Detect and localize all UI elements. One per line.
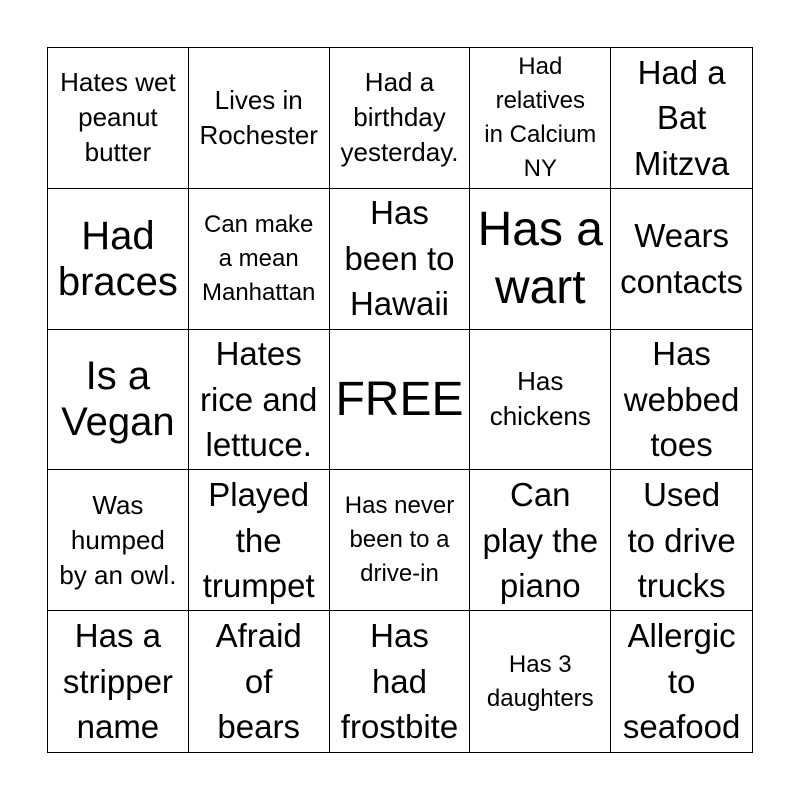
bingo-cell-label: Had relatives in Calcium NY: [484, 52, 597, 182]
bingo-cell-r4-c5[interactable]: [611, 470, 752, 611]
bingo-cell-label: Has been to Hawaii: [344, 194, 455, 323]
bingo-cell-label: Has 3 daughters: [486, 650, 594, 712]
bingo-cell-r2-c2[interactable]: [189, 189, 330, 330]
bingo-cell-r3-c4[interactable]: [470, 330, 611, 471]
bingo-cell-r4-c4[interactable]: [470, 470, 611, 611]
bingo-cell-r3-c5[interactable]: [611, 330, 752, 471]
bingo-cell-r5-c3[interactable]: [330, 611, 471, 752]
bingo-cell-label: Can play the piano: [482, 475, 599, 605]
bingo-cell-label: Is a Vegan: [61, 354, 175, 445]
bingo-cell-r4-c2[interactable]: [189, 470, 330, 611]
bingo-cell-label: Lives in Rochester: [199, 84, 318, 150]
bingo-cell-r5-c1[interactable]: [48, 611, 189, 752]
bingo-cell-r1-c5[interactable]: [611, 48, 752, 189]
bingo-cell-label: Can make a mean Manhattan: [201, 210, 316, 306]
bingo-board: [47, 47, 753, 753]
bingo-cell-label: Had a Bat Mitzva: [633, 53, 730, 182]
bingo-cell-label: Has a wart: [477, 203, 603, 314]
bingo-cell-label: Has chickens: [489, 366, 591, 432]
bingo-cell-r2-c5[interactable]: [611, 189, 752, 330]
bingo-cell-label: Was humped by an owl.: [59, 489, 177, 590]
bingo-cell-r3-c1[interactable]: [48, 330, 189, 471]
bingo-cell-label: Has webbed toes: [623, 335, 740, 464]
bingo-cell-r5-c5[interactable]: [611, 611, 752, 752]
bingo-cell-r1-c2[interactable]: [189, 48, 330, 189]
bingo-cell-r4-c3[interactable]: [330, 470, 471, 611]
bingo-cell-label: Has a stripper name: [62, 617, 173, 746]
bingo-cell-label: Used to drive trucks: [627, 475, 736, 605]
bingo-cell-label: Hates wet peanut butter: [60, 67, 176, 168]
bingo-cell-r1-c4[interactable]: [470, 48, 611, 189]
bingo-cell-label: Had a birthday yesterday.: [340, 67, 459, 168]
bingo-cell-r5-c2[interactable]: [189, 611, 330, 752]
bingo-cell-free[interactable]: [330, 330, 471, 471]
bingo-cell-r3-c2[interactable]: [189, 330, 330, 471]
bingo-cell-label: Wears contacts: [620, 217, 744, 300]
bingo-cell-r2-c3[interactable]: [330, 189, 471, 330]
bingo-cell-r2-c4[interactable]: [470, 189, 611, 330]
bingo-cell-r1-c1[interactable]: [48, 48, 189, 189]
bingo-cell-r1-c3[interactable]: [330, 48, 471, 189]
bingo-cell-r2-c1[interactable]: [48, 189, 189, 330]
bingo-cell-label: Allergic to seafood: [622, 617, 741, 746]
bingo-cell-r4-c1[interactable]: [48, 470, 189, 611]
bingo-cell-label: Has had frostbite: [340, 617, 459, 746]
bingo-cell-label: Hates rice and lettuce.: [199, 335, 318, 464]
bingo-cell-label: Played the trumpet: [202, 475, 315, 605]
free-space-label: FREE: [335, 372, 464, 426]
bingo-cell-r5-c4[interactable]: [470, 611, 611, 752]
bingo-cell-label: Had braces: [57, 213, 178, 304]
bingo-cell-label: Afraid of bears: [215, 617, 302, 746]
bingo-cell-label: Has never been to a drive-in: [344, 492, 455, 588]
